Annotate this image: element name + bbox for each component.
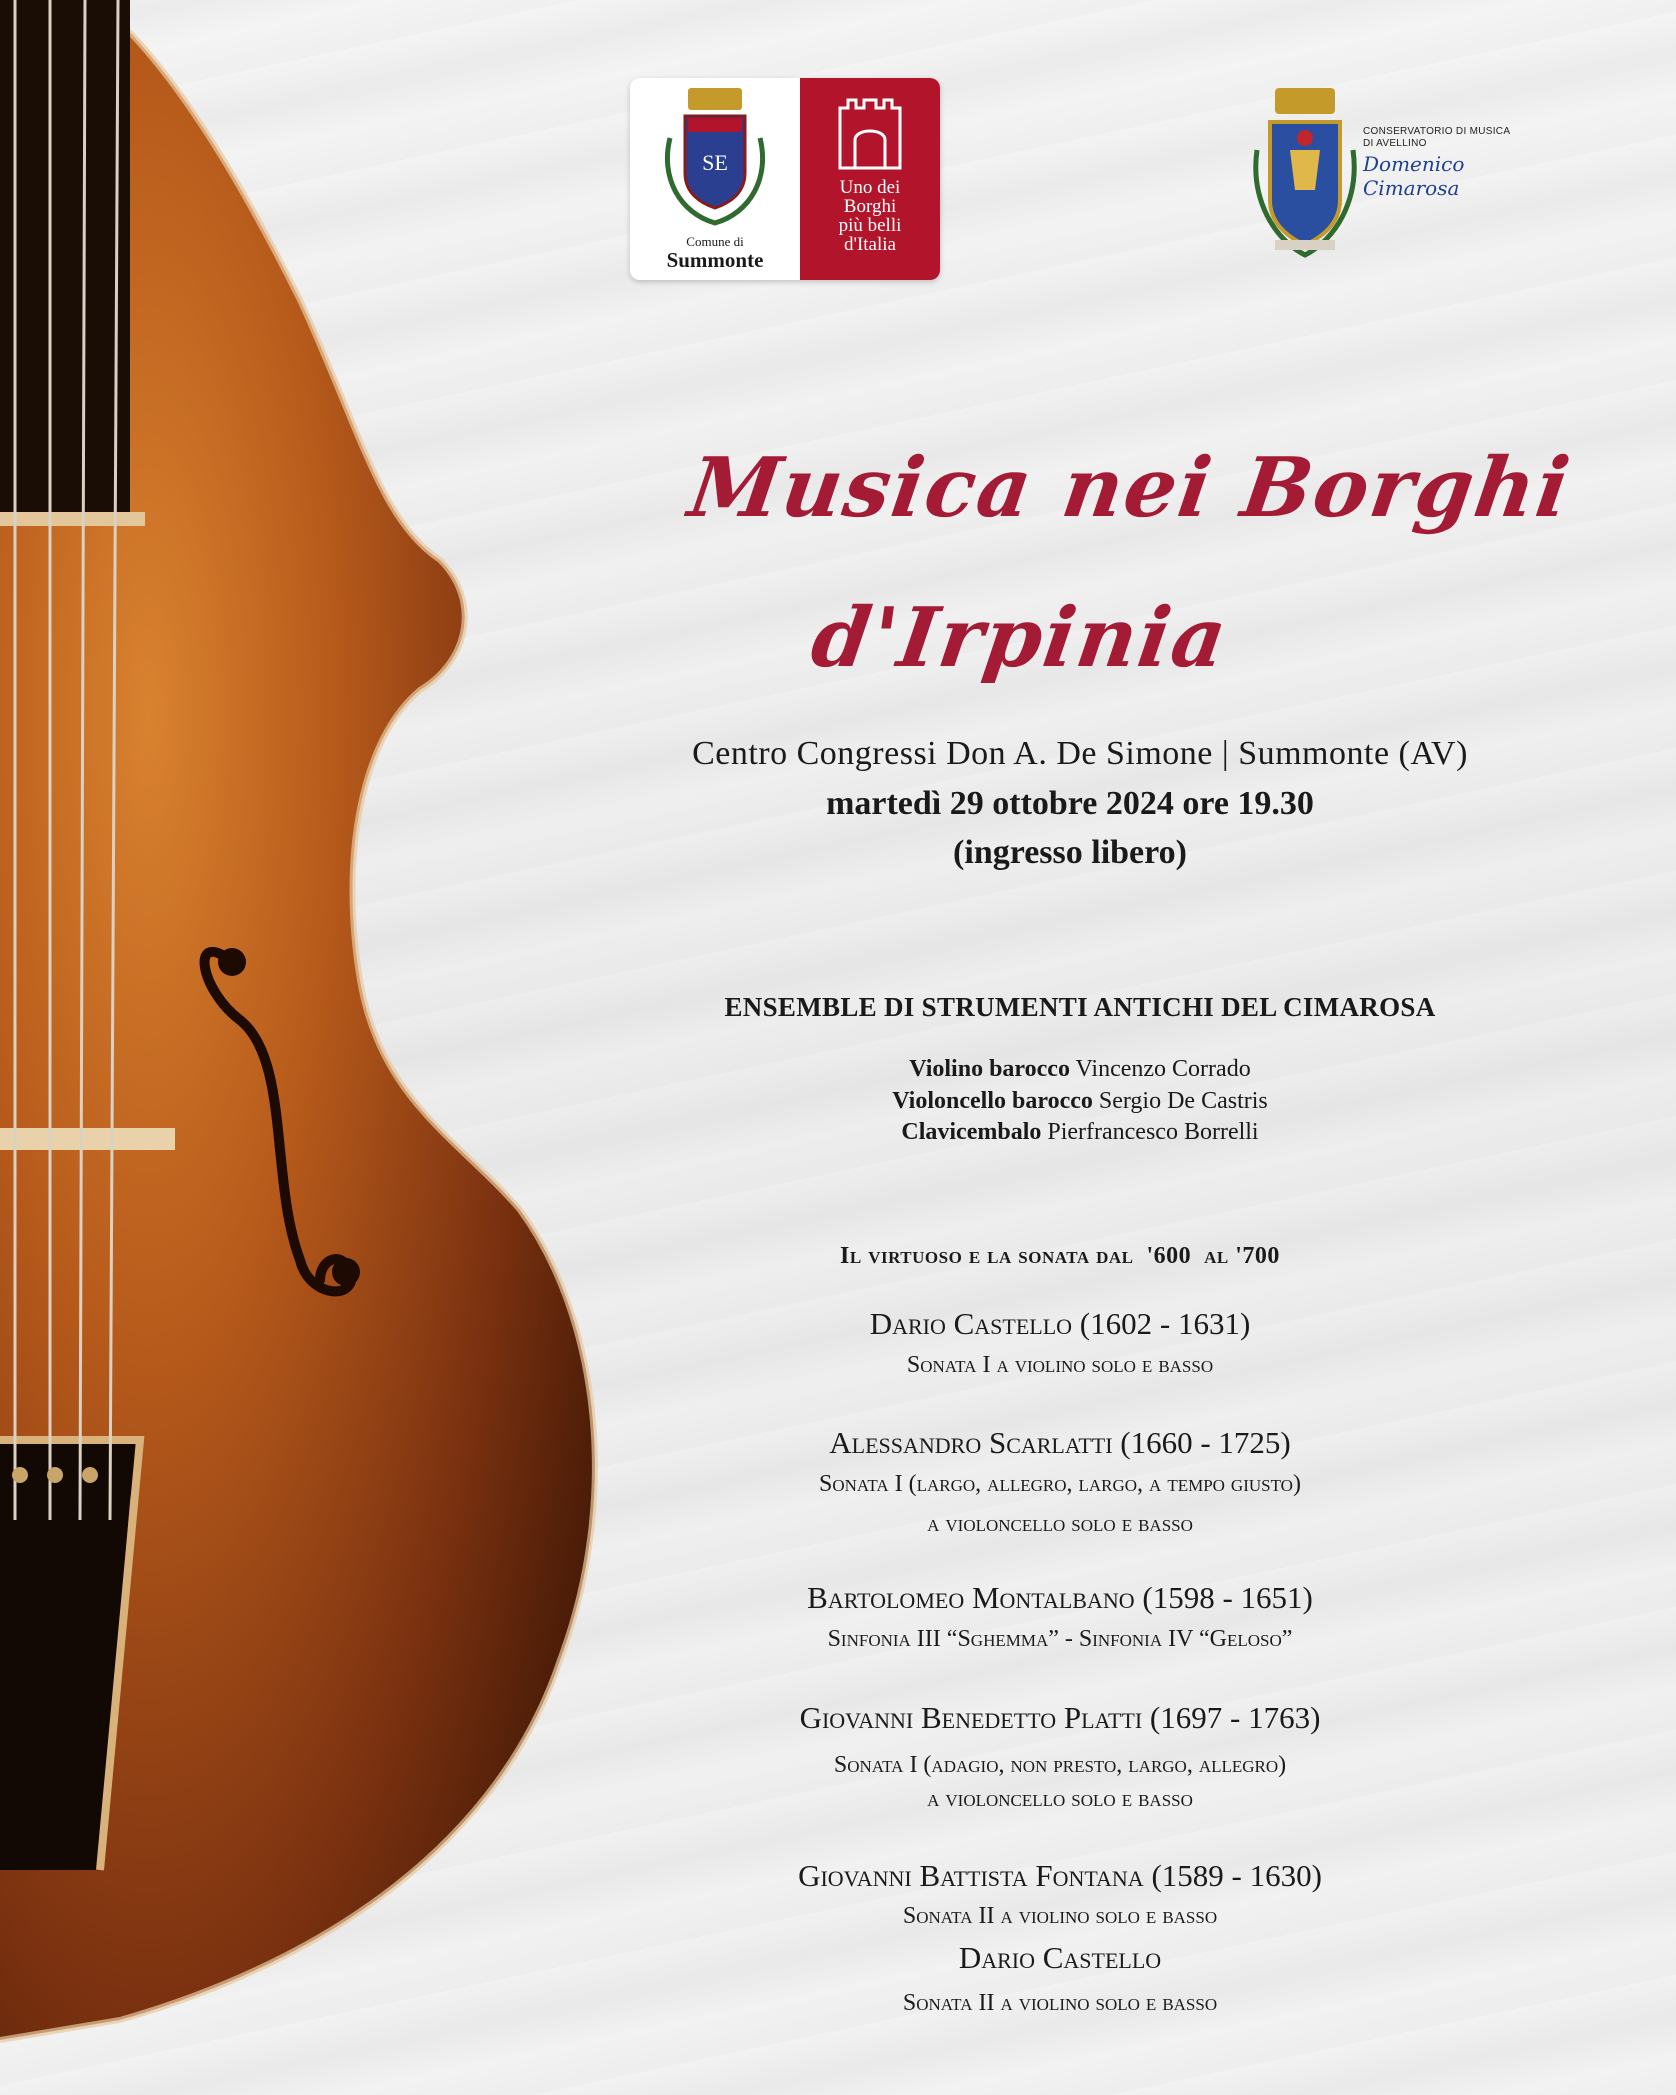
member-name: Vincenzo Corrado <box>1075 1056 1251 1082</box>
borghi-line: d'Italia <box>844 234 896 255</box>
member-name: Sergio De Castris <box>1098 1088 1268 1114</box>
composer-line: Dario Castello <box>958 1940 1162 1975</box>
borghi-line: Uno dei <box>839 177 901 198</box>
summonte-crest-icon <box>630 78 800 228</box>
member-role: Clavicembalo <box>901 1119 1042 1145</box>
work-line: a violoncello solo e basso <box>927 1786 1193 1812</box>
composer-line: Giovanni Battista Fontana (1589 - 1630) <box>798 1858 1322 1893</box>
summonte-name-label: Summonte <box>666 248 764 272</box>
summonte-sub-label: Comune di <box>686 234 744 249</box>
member-name: Pierfrancesco Borrelli <box>1047 1119 1259 1145</box>
work-line: Sinfonia III “Sghemma” - Sinfonia IV “Geloso” <box>827 1626 1293 1652</box>
borghi-line: Borghi <box>843 196 897 217</box>
conservatorio-crest-icon <box>1245 80 1360 280</box>
summonte-logo <box>630 78 800 280</box>
program-title: Il virtuoso e la sonata dal '600 al '700 <box>840 1243 1280 1269</box>
composer-line: Dario Castello (1602 - 1631) <box>869 1306 1251 1341</box>
member-line <box>740 1119 1420 1146</box>
title-line-1: Musica nei Borghi <box>683 440 1577 536</box>
castle-tower-icon <box>800 78 940 178</box>
work-line: Sonata I a violino solo e basso <box>906 1352 1214 1378</box>
entry-line: (ingresso libero) <box>953 834 1187 871</box>
violin-illustration <box>0 0 640 2095</box>
conservatorio-name-line1: CONSERVATORIO DI MUSICA <box>1363 126 1511 137</box>
composer-line: Bartolomeo Montalbano (1598 - 1651) <box>807 1580 1313 1615</box>
conservatorio-name-line2: DI AVELLINO <box>1363 138 1427 149</box>
member-role: Violino barocco <box>909 1056 1070 1082</box>
member-line <box>740 1056 1420 1083</box>
member-role: Violoncello barocco <box>892 1088 1093 1114</box>
composer-line: Alessandro Scarlatti (1660 - 1725) <box>829 1425 1291 1460</box>
borghi-label <box>800 178 940 254</box>
borghi-logo <box>800 78 940 280</box>
work-line: Sonata II a violino solo e basso <box>902 1990 1218 2016</box>
member-line <box>740 1088 1420 1115</box>
title-line-2: d'Irpinia <box>806 590 1234 686</box>
ensemble-name: ENSEMBLE DI STRUMENTI ANTICHI DEL CIMAROSA <box>724 992 1436 1022</box>
work-line: Sonata I (adagio, non presto, largo, allegro) <box>833 1752 1287 1778</box>
borghi-line: più belli <box>838 215 902 236</box>
municipality-logos <box>630 78 940 280</box>
composer-line: Giovanni Benedetto Platti (1697 - 1763) <box>799 1700 1321 1735</box>
work-line: Sonata I (largo, allegro, largo, a tempo giusto) <box>819 1471 1301 1497</box>
conservatorio-signature: Domenico Cimarosa <box>1363 152 1465 200</box>
summonte-shield-text: SE <box>702 150 728 175</box>
conservatorio-logo <box>1245 80 1565 280</box>
venue-line: Centro Congressi Don A. De Simone | Summonte (AV) <box>692 735 1468 772</box>
work-line: a violoncello solo e basso <box>927 1511 1193 1537</box>
work-line: Sonata II a violino solo e basso <box>902 1903 1218 1929</box>
date-line: martedì 29 ottobre 2024 ore 19.30 <box>826 785 1314 822</box>
